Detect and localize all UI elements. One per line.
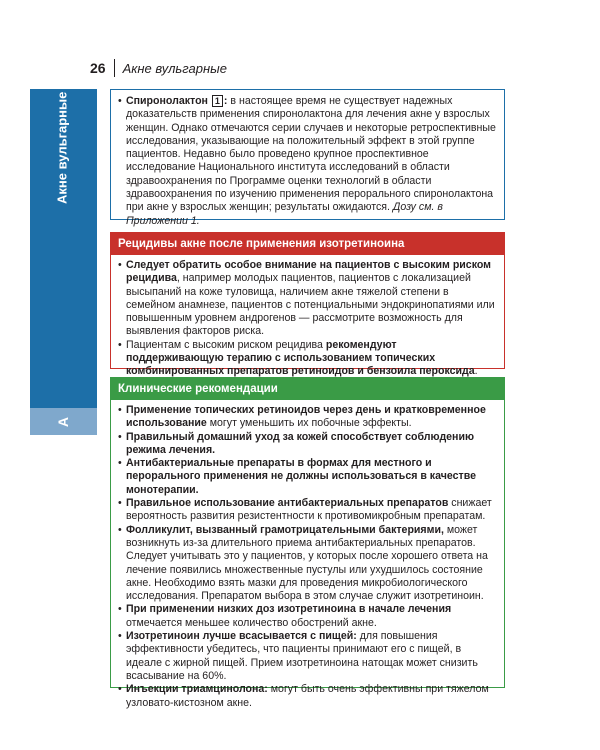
bullet-icon: •	[118, 430, 122, 443]
item-bold-text: Следует обратить особое внимание на пациентов с высоким риском рецидива	[126, 259, 492, 285]
chapter-letter: A	[55, 416, 72, 427]
item-bold-text: Правильное использование антибактериальных препаратов	[126, 497, 449, 510]
relapse-box	[110, 232, 505, 378]
item-bold-text: Фолликулит, вызванный грамотрицательными бактериями,	[126, 523, 444, 536]
item-text: снижает вероятность развития резистентности к противомикробным препаратам.	[126, 497, 492, 523]
spironolactone-text: в настоящее время не существует надежных доказательств применения спиронолактона для лечения акне у взрослых женщин. Однако отмечаются серии случаев и некоторые ретроспективные исследования, указывающие на положительный эффект в этой группе пациентов. Недавно было проведено крупное проспективное исследование Национального института исследований в области здравоохранения по Программе оценки технологий в области здравоохранения по изучению применения перорального спиронолактона при акне у взрослых женщин; результаты ожидаются.	[126, 95, 496, 214]
page-number: 26	[90, 60, 106, 76]
item-bold-text: рекомендуют поддерживающую терапию с использованием топических комбинированных препаратов ретиноидов и бензоила пероксида	[126, 338, 475, 378]
item-text: для повышения эффективности убедитесь, что пациенты принимают его с пищей, в идеале с жирной пищей. Прием изотретиноина натощак может снизить всасывание на 60%.	[126, 630, 478, 682]
spironolactone-colon: :	[223, 95, 228, 107]
clinical-box-title: Клинические рекомендации	[111, 378, 504, 400]
bullet-icon: •	[118, 523, 122, 536]
bullet-icon: •	[118, 497, 122, 510]
bullet-icon: •	[118, 404, 122, 416]
list-item	[118, 630, 497, 683]
clinical-recommendations-box	[110, 377, 505, 709]
bullet-icon: •	[118, 683, 122, 696]
bullet-icon: •	[118, 603, 122, 616]
page-header	[90, 58, 227, 78]
item-text: может возникнуть из-за длительного приема антибактериальных препаратов. Следует учитывать это у пациентов, у которых после хорошего ответа на лечение появились множественные пустулы или ухудшилось состояние акне. Необходимо взять мазки для проведения микробиологического исследования. Препаратом выбора в этом случае служит изотретиноин.	[126, 523, 488, 603]
item-text: Пациентам с высоким риском рецидива	[126, 338, 326, 351]
list-item	[118, 431, 497, 458]
list-item	[118, 259, 497, 339]
list-item	[118, 497, 497, 524]
bullet-icon: •	[118, 457, 122, 470]
chapter-side-title: Акне вульгарные	[54, 92, 70, 205]
item-text: , например молодых пациентов, пациентов с локализацией высыпаний на коже туловища, наличием акне тяжелой степени в семейном анамнезе, пациентов с потенциальными эндокринопатиями или повышенным уровнем андрогенов — рассмотрите возможность для выявления факторов риска.	[126, 272, 495, 338]
item-bold-text: При применении низких доз изотретиноина в начале лечения	[126, 603, 452, 616]
bullet-icon: •	[118, 95, 122, 107]
header-divider	[114, 59, 115, 77]
list-item	[118, 339, 497, 379]
item-text: могут уменьшить их побочные эффекты.	[206, 417, 412, 430]
list-item	[118, 524, 497, 604]
spironolactone-box	[110, 89, 505, 227]
list-item	[118, 603, 497, 630]
list-item	[118, 683, 497, 710]
list-item	[118, 404, 497, 431]
item-text: отмечается меньшее количество обострений акне.	[126, 616, 377, 629]
item-bold-text: Применение топических ретиноидов через день и кратковременное использование	[126, 404, 486, 430]
list-item	[118, 457, 497, 497]
running-title: Акне вульгарные	[122, 60, 227, 76]
item-bold-text: Антибактериальные препараты в формах для местного и перорального применения не должны использоваться в качестве монотерапии.	[126, 457, 476, 496]
item-bold-text: Правильный домашний уход за кожей способствует соблюдению режима лечения.	[126, 430, 475, 456]
spironolactone-term: Спиронолактон	[126, 95, 208, 107]
chapter-letter-box	[30, 408, 97, 435]
item-text: могут быть очень эффективны при тяжелом узловато-кистозном акне.	[126, 683, 489, 709]
dose-reference: Дозу см. в Приложении 1.	[126, 201, 443, 227]
item-tail: .	[474, 365, 478, 378]
bullet-icon: •	[118, 630, 122, 643]
item-bold-text: Инъекции триамцинолона:	[126, 683, 268, 696]
evidence-level-badge: 1	[212, 95, 223, 107]
bullet-icon: •	[118, 259, 122, 271]
relapse-box-title: Рецидивы акне после применения изотретиноина	[111, 233, 504, 255]
item-bold-text: Изотретиноин лучше всасывается с пищей:	[126, 630, 357, 643]
spironolactone-item	[118, 95, 497, 228]
bullet-icon: •	[118, 338, 122, 351]
